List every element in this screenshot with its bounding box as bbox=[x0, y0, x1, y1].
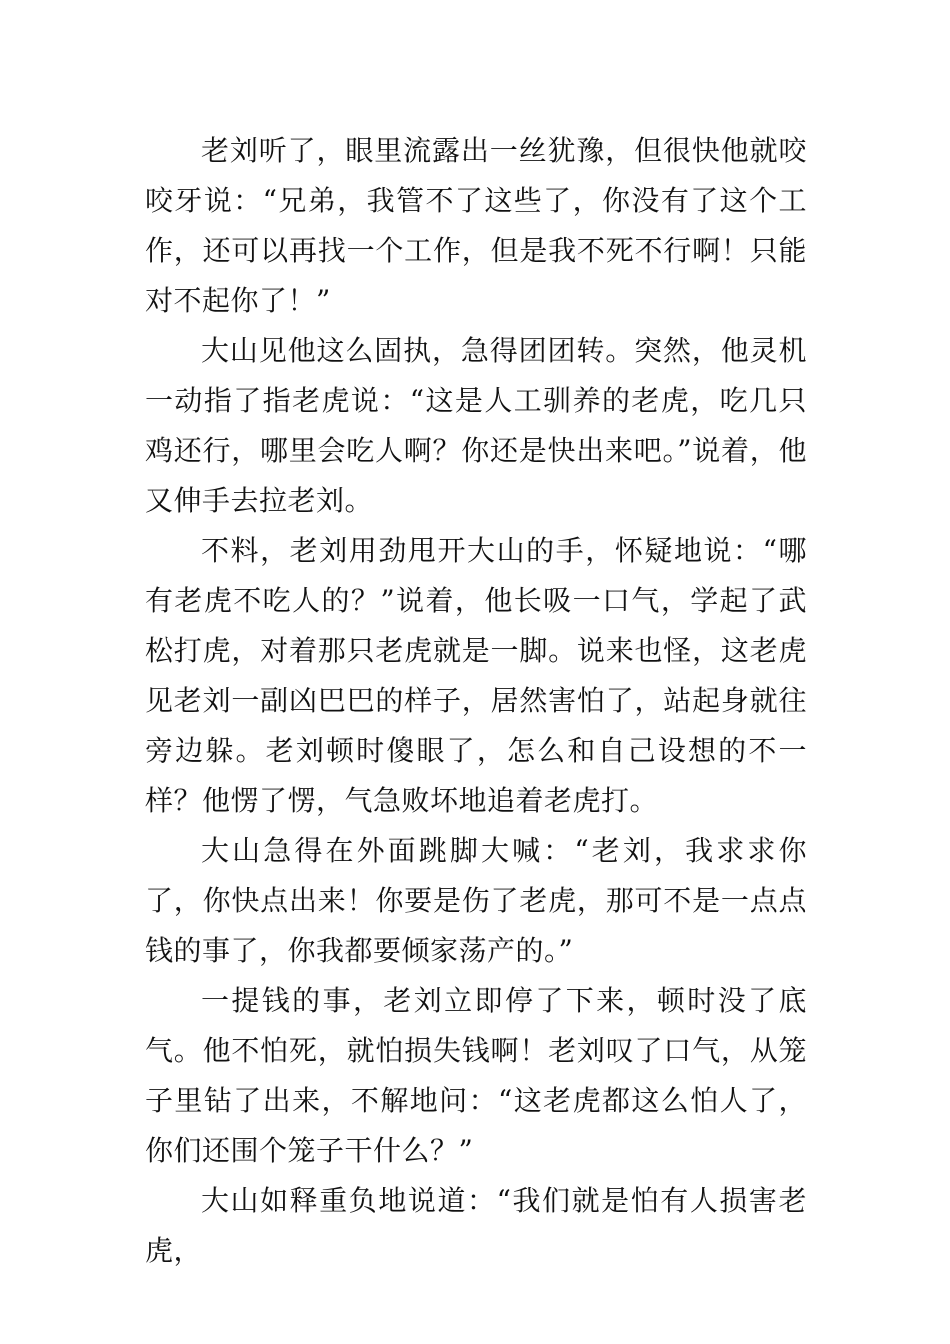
document-body bbox=[145, 126, 807, 1276]
paragraph-4: 大山急得在外面跳脚大喊：“老刘，我求求你了，你快点出来！你要是伤了老虎，那可不是一点点钱的事了，你我都要倾家荡产的。” bbox=[145, 834, 807, 967]
paragraph-3: 不料，老刘用劲甩开大山的手，怀疑地说：“哪有老虎不吃人的？”说着，他长吸一口气，学起了武松打虎，对着那只老虎就是一脚。说来也怪，这老虎见老刘一副凶巴巴的样子，居然害怕了，站起身就往旁边躲。老刘顿时傻眼了，怎么和自己设想的不一样？他愣了愣，气急败坏地追着老虎打。 bbox=[145, 534, 807, 817]
paragraph-2: 大山见他这么固执，急得团团转。突然，他灵机一动指了指老虎说：“这是人工驯养的老虎，吃几只鸡还行，哪里会吃人啊？你还是快出来吧。”说着，他又伸手去拉老刘。 bbox=[145, 334, 807, 517]
paragraph-6: 大山如释重负地说道：“我们就是怕有人损害老虎， bbox=[145, 1184, 807, 1267]
paragraph-1: 老刘听了，眼里流露出一丝犹豫，但很快他就咬咬牙说：“兄弟，我管不了这些了，你没有了这个工作，还可以再找一个工作，但是我不死不行啊！只能对不起你了！” bbox=[145, 134, 807, 317]
paragraph-5: 一提钱的事，老刘立即停了下来，顿时没了底气。他不怕死，就怕损失钱啊！老刘叹了口气，从笼子里钻了出来，不解地问：“这老虎都这么怕人了，你们还围个笼子干什么？” bbox=[145, 984, 807, 1167]
